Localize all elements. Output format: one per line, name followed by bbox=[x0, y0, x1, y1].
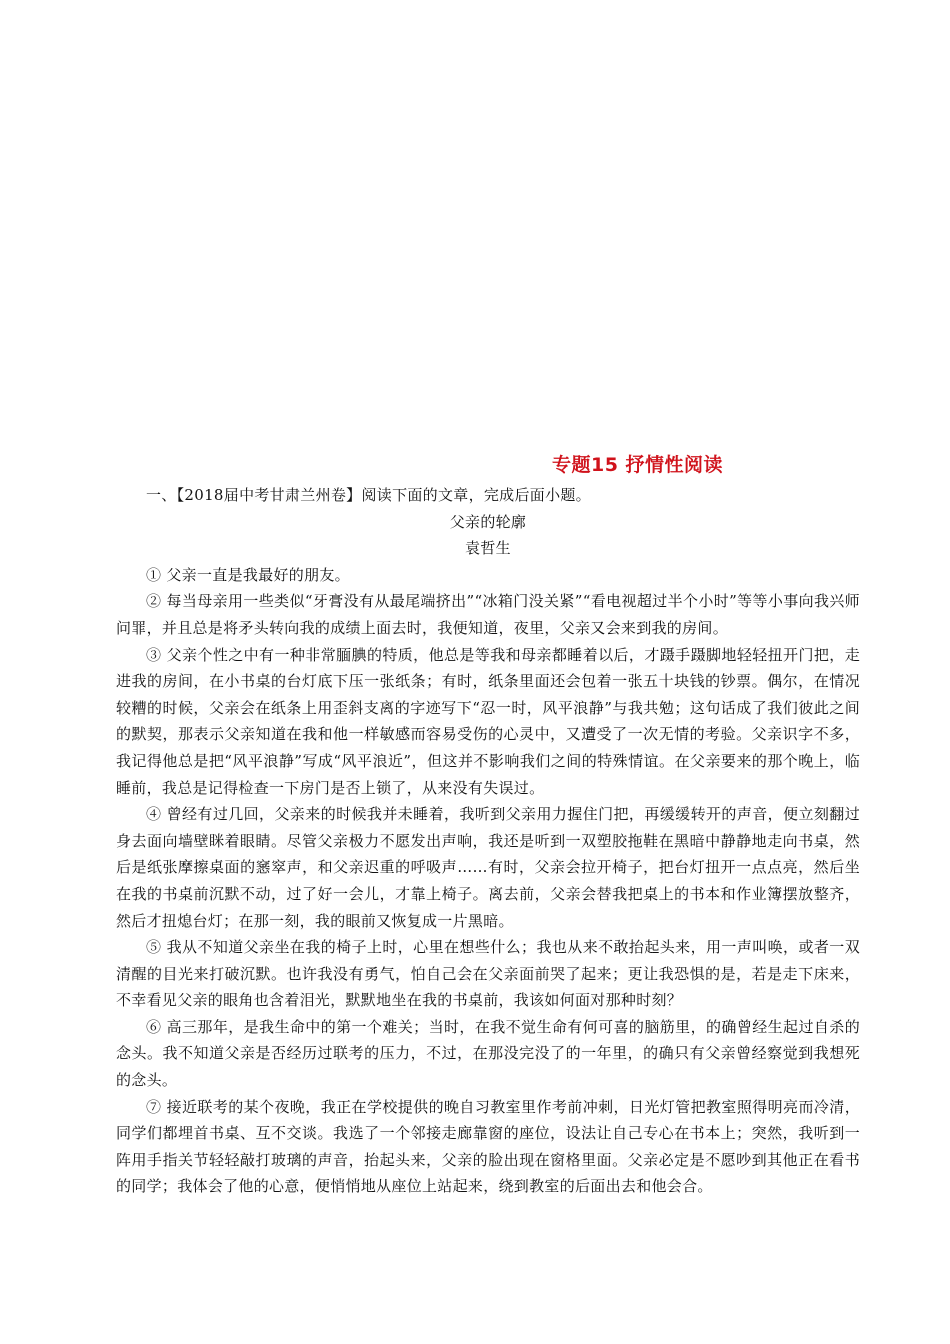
paragraph-6: ⑥ 高三那年，是我生命中的第一个难关；当时，在我不觉生命有何可喜的脑筋里，的确曾经生起过自杀的念头。我不知道父亲是否经历过联考的压力，不过，在那没完没了的一年里，的确只有父亲曾经察觉到我想死的念头。 bbox=[116, 1017, 860, 1090]
paragraph-2: ② 每当母亲用一些类似“牙膏没有从最尾端挤出”“冰箱门没关紧”“看电视超过半个小时”等等小事向我兴师问罪，并且总是将矛头转向我的成绩上面去时，我便知道，夜里，父亲又会来到我的房间。 bbox=[116, 592, 860, 637]
paragraph-1: ① 父亲一直是我最好的朋友。 bbox=[146, 565, 350, 584]
paragraph-4: ④ 曾经有过几回，父亲来的时候我并未睡着，我听到父亲用力握住门把，再缓缓转开的声音，便立刻翻过身去面向墙壁眯着眼睛。尽管父亲极力不愿发出声响，我还是听到一双塑胶拖鞋在黑暗中静静地走向书桌，然后是纸张摩擦桌面的窸窣声，和父亲迟重的呼吸声……有时，父亲会拉开椅子，把台灯扭开一点点亮，然后坐在我的书桌前沉默不动，过了好一会儿，才靠上椅子。离去前，父亲会替我把桌上的书本和作业簿摆放整齐，然后才扭熄台灯；在那一刻，我的眼前又恢复成一片黑暗。 bbox=[116, 805, 860, 930]
paragraph-7: ⑦ 接近联考的某个夜晚，我正在学校提供的晚自习教室里作考前冲刺，日光灯管把教室照得明亮而冷清，同学们都埋首书桌、互不交谈。我选了一个邻接走廊靠窗的座位，设法让自己专心在书本上；突然，我听到一阵用手指关节轻轻敲打玻璃的声音，抬起头来，父亲的脸出现在窗格里面。父亲必定是不愿吵到其他正在看书的同学；我体会了他的心意，便悄悄地从座位上站起来，绕到教室的后面出去和他会合。 bbox=[116, 1097, 860, 1196]
article-author: 袁哲生 bbox=[465, 539, 511, 558]
article-title: 父亲的轮廓 bbox=[449, 512, 527, 531]
paragraph-5: ⑤ 我从不知道父亲坐在我的椅子上时，心里在想些什么；我也从来不敢抬起头来，用一声叫唤，或者一双清醒的目光来打破沉默。也许我没有勇气，怕自己会在父亲面前哭了起来；更让我恐惧的是，若是走下床来，不幸看见父亲的眼角也含着泪光，默默地坐在我的书桌前，我该如何面对那种时刻？ bbox=[116, 938, 860, 1010]
topic-title: 专题15 抒情性阅读 bbox=[552, 454, 724, 476]
article-content bbox=[116, 482, 860, 1200]
question-intro: 一、【2018届中考甘肃兰州卷】阅读下面的文章，完成后面小题。 bbox=[146, 486, 591, 504]
paragraph-3: ③ 父亲个性之中有一种非常腼腆的特质，他总是等我和母亲都睡着以后，才蹑手蹑脚地轻轻扭开门把，走进我的房间，在小书桌的台灯底下压一张纸条；有时，纸条里面还会包着一张五十块钱的钞票。偶尔，在情况较糟的时候，父亲会在纸条上用歪斜支离的字迹写下“忍一时，风平浪静”与我共勉；这句话成了我们彼此之间的默契，那表示父亲知道在我和他一样敏感而容易受伤的心灵中，又遭受了一次无情的考验。父亲识字不多，我记得他总是把“风平浪静”写成“风平浪近”，但这并不影响我们之间的特殊情谊。在父亲要来的那个晚上，临睡前，我总是记得检查一下房门是否上锁了，从来没有失误过。 bbox=[116, 645, 860, 797]
